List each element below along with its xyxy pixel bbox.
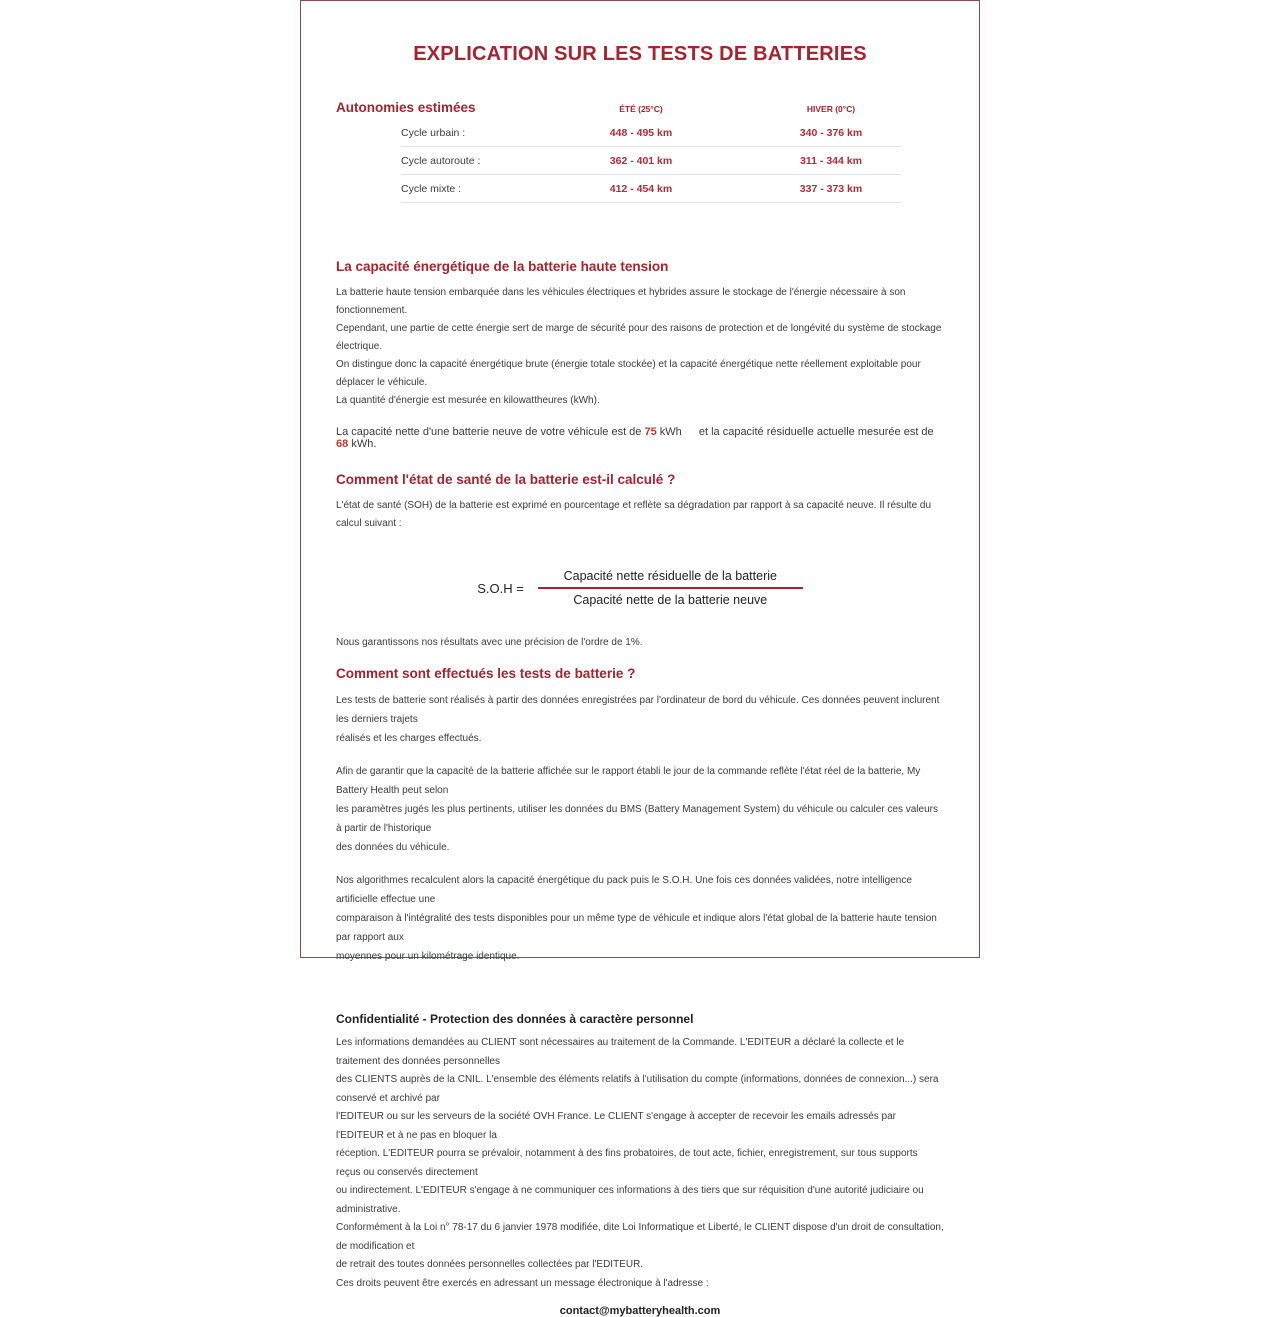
paragraph-line: Cependant, une partie de cette énergie sert de marge de sécurité pour des raisons de protection et de longévité du système de stockage électrique. (336, 323, 942, 352)
privacy-line: des CLIENTS auprès de la CNIL. L'ensemble des éléments relatifs à l'utilisation du compte (informations, données de connexion...) sera conservé et archivé par (336, 1074, 939, 1104)
privacy-heading: Confidentialité - Protection des données à caractère personnel (336, 1012, 694, 1026)
autonomy-table-body (401, 119, 901, 203)
row-value-summer: 448 - 495 km (609, 126, 673, 139)
capacity-values-sentence (336, 426, 944, 450)
soh-intro-line: L'état de santé (SOH) de la batterie est exprimé en pourcentage et reflète sa dégradation par rapport à sa capacité neuve. Il résulte du calcul suivant : (336, 500, 932, 529)
formula-lhs: S.O.H = (477, 580, 524, 596)
section-tests-heading: Comment sont effectués les tests de batterie ? (336, 666, 636, 681)
autonomy-table-title: Autonomies estimées (336, 100, 476, 115)
table-row (401, 147, 901, 175)
row-value-winter: 337 - 373 km (799, 182, 863, 195)
precision-guarantee-line: Nous garantissons nos résultats avec une précision de l'ordre de 1%. (336, 637, 643, 648)
paragraph-line: Afin de garantir que la capacité de la batterie affichée sur le rapport établi le jour de la commande reflète l'état réel de la batterie, My Battery Health peut selon (336, 766, 921, 796)
privacy-line: de retrait des toutes données personnelles collectées par l'EDITEUR. (336, 1259, 644, 1270)
row-value-summer: 362 - 401 km (609, 154, 673, 167)
page-title: EXPLICATION SUR LES TESTS DE BATTERIES (413, 43, 867, 65)
paragraph-line: des données du véhicule. (336, 842, 450, 853)
formula-fraction (538, 565, 803, 611)
autonomy-table-header (336, 100, 944, 115)
capacity-text: La capacité nette d'une batterie neuve de votre véhicule est de (336, 426, 642, 438)
paragraph-line: moyennes pour un kilométrage identique. (336, 951, 520, 962)
column-header-summer: ÉTÉ (25°C) (619, 104, 663, 114)
section-capacity (336, 259, 944, 450)
column-header-winter: HIVER (0°C) (806, 104, 856, 114)
paragraph-line: La quantité d'énergie est mesurée en kilowattheures (kWh). (336, 395, 600, 406)
fraction-numerator: Capacité nette résiduelle de la batterie (563, 569, 777, 583)
document-page (300, 0, 980, 1317)
new-capacity-value: 75 (644, 426, 657, 438)
table-row (401, 119, 901, 147)
section-soh (336, 472, 944, 648)
section-tests (336, 666, 944, 966)
row-value-winter: 311 - 344 km (800, 154, 862, 167)
privacy-line: Les informations demandées au CLIENT sont nécessaires au traitement de la Commande. L'EDITEUR a déclaré la collecte et le traitement des données personnelles (336, 1037, 905, 1067)
privacy-line: Conformément à la Loi n° 78-17 du 6 janvier 1978 modifiée, dite Loi Informatique et Liberté, le CLIENT dispose d'un droit de consultation, de modification et (336, 1222, 944, 1252)
privacy-line: l'EDITEUR ou sur les serveurs de la société OVH France. Le CLIENT s'engage à accepter de recevoir les emails adressés par l'EDITEUR et à ne pas en bloquer la (336, 1111, 896, 1141)
tests-paragraph-2 (336, 762, 944, 857)
paragraph-line: comparaison à l'intégralité des tests disponibles pour un même type de véhicule et indique alors l'état global de la batterie haute tension par rapport aux (336, 913, 937, 943)
paragraph-line: On distingue donc la capacité énergétique brute (énergie totale stockée) et la capacité énergétique nette réellement exploitable pour déplacer le véhicule. (336, 359, 921, 388)
capacity-unit: kWh (659, 426, 682, 438)
section-privacy (336, 1012, 944, 1317)
row-label: Cycle mixte : (401, 182, 462, 195)
paragraph-line: La batterie haute tension embarquée dans les véhicules électriques et hybrides assure le stockage de l'énergie nécessaire à son fonctionnement. (336, 287, 906, 316)
tests-paragraph-1 (336, 691, 944, 748)
fraction-denominator: Capacité nette de la batterie neuve (573, 593, 768, 607)
privacy-closing-line: Ces droits peuvent être exercés en adressant un message électronique à l'adresse : (336, 1277, 709, 1289)
capacity-text: et la capacité résiduelle actuelle mesurée est de (698, 426, 934, 438)
soh-formula (336, 565, 944, 611)
tests-paragraph-3 (336, 871, 944, 966)
contact-email: contact@mybatteryhealth.com (559, 1305, 721, 1317)
row-label: Cycle autoroute : (401, 154, 481, 167)
paragraph-line: Nos algorithmes recalculent alors la capacité énergétique du pack puis le S.O.H. Une fois ces données validées, notre intelligence artificielle effectue une (336, 875, 912, 905)
row-value-winter: 340 - 376 km (799, 126, 863, 139)
table-row (401, 175, 901, 203)
paragraph-line: Les tests de batterie sont réalisés à partir des données enregistrées par l'ordinateur de bord du véhicule. Ces données peuvent inclurent les derniers trajets (336, 695, 940, 725)
row-value-summer: 412 - 454 km (609, 182, 673, 195)
privacy-line: ou indirectement. L'EDITEUR s'engage à ne communiquer ces informations à des tiers que sur réquisition d'une autorité judiciaire ou administrative. (336, 1185, 924, 1215)
capacity-unit: kWh. (351, 438, 377, 450)
row-label: Cycle urbain : (401, 126, 466, 139)
document-content (301, 43, 979, 1317)
paragraph-line: les paramètres jugés les plus pertinents, utiliser les données du BMS (Battery Management System) du véhicule ou calculer ces valeurs à partir de l'historique (336, 804, 938, 834)
section-capacity-heading: La capacité énergétique de la batterie haute tension (336, 259, 669, 274)
section-soh-heading: Comment l'état de santé de la batterie est-il calculé ? (336, 472, 676, 487)
residual-capacity-value: 68 (336, 438, 349, 450)
paragraph-line: réalisés et les charges effectués. (336, 733, 482, 744)
privacy-line: réception. L'EDITEUR pourra se prévaloir, notamment à des fins probatoires, de tout acte, fichier, enregistrement, sur tous supports reçus ou conservés directement (336, 1148, 918, 1178)
